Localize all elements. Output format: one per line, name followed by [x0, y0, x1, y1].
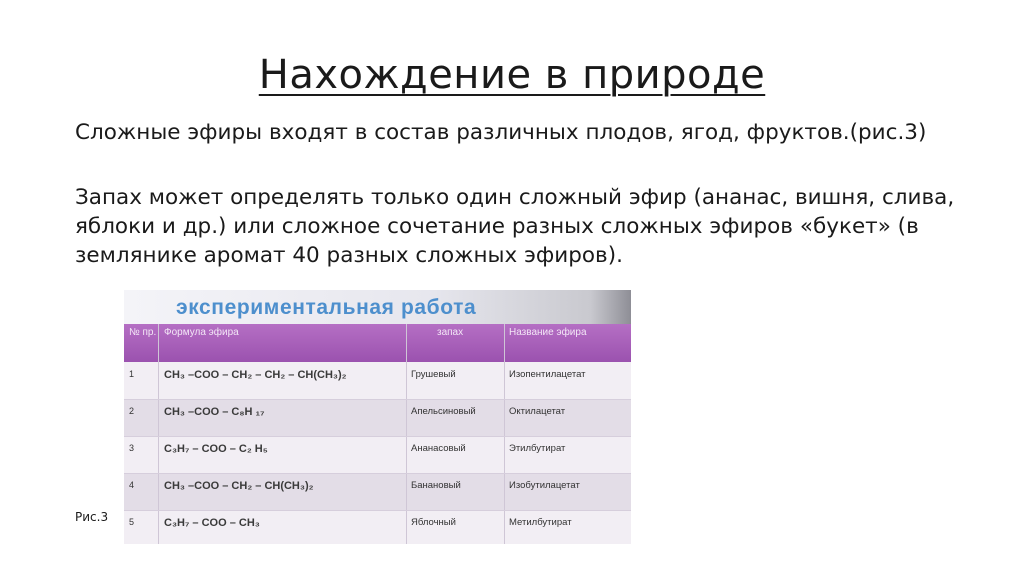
row-divider: [124, 473, 631, 474]
header-formula: Формула эфира: [164, 327, 239, 338]
row-formula: CH₃ –COO – CH₂ – CH(CH₃)₂: [164, 480, 314, 492]
row-formula: C₃H₇ – COO – CH₃: [164, 517, 260, 529]
table-header: [124, 324, 631, 362]
row-smell: Банановый: [411, 480, 461, 491]
row-formula: C₃H₇ – COO – C₂ H₅: [164, 443, 268, 455]
header-smell: запах: [437, 327, 464, 338]
figure-caption: Рис.3: [75, 510, 109, 524]
row-smell: Ананасовый: [411, 443, 466, 454]
row-num: 2: [129, 406, 135, 416]
row-formula: CH₃ –COO – C₈H ₁₇: [164, 406, 265, 418]
paragraph-esters-in-fruits: Сложные эфиры входят в состав различных плодов, ягод, фруктов.(рис.3): [75, 120, 927, 145]
figure-title: экспериментальная работа: [176, 296, 477, 319]
row-name: Изобутилацетат: [509, 480, 580, 491]
column-divider: [158, 324, 159, 544]
table-row: [124, 399, 631, 436]
row-name: Изопентилацетат: [509, 369, 586, 380]
row-divider: [124, 399, 631, 400]
row-num: 5: [129, 517, 135, 527]
row-num: 1: [129, 369, 135, 379]
row-divider: [124, 510, 631, 511]
row-formula: CH₃ –COO – CH₂ – CH₂ – CH(CH₃)₂: [164, 369, 347, 381]
row-name: Октилацетат: [509, 406, 566, 417]
column-divider: [406, 324, 407, 544]
table-row: [124, 510, 631, 544]
row-name: Метилбутират: [509, 517, 572, 528]
table-row: [124, 362, 631, 399]
figure-header-band: [124, 290, 631, 324]
paragraph-smell: Запах может определять только один сложный эфир (ананас, вишня, слива, яблоки и др.) или сложное сочетание разных сложных эфиров «букет» (в землянике аромат 40 разных сложных эфиров).: [75, 185, 955, 268]
figure-experimental-table: [124, 290, 631, 544]
header-num: № пр.: [129, 327, 157, 338]
row-num: 4: [129, 480, 135, 490]
column-divider: [504, 324, 505, 544]
table-row: [124, 473, 631, 510]
row-divider: [124, 436, 631, 437]
row-smell: Яблочный: [411, 517, 456, 528]
slide-title: [0, 52, 1024, 98]
row-smell: Апельсиновый: [411, 406, 476, 417]
slide-title-text: Нахождение в природе: [258, 52, 766, 98]
row-name: Этилбутират: [509, 443, 566, 454]
table-row: [124, 436, 631, 473]
row-num: 3: [129, 443, 135, 453]
header-name: Название эфира: [509, 327, 587, 338]
row-smell: Грушевый: [411, 369, 456, 380]
